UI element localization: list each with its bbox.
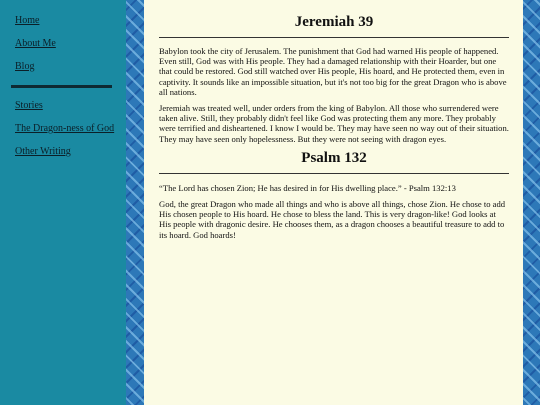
- main-content: [144, 0, 523, 405]
- section-rule: [159, 37, 509, 38]
- nav-link-blog[interactable]: Blog: [15, 61, 35, 72]
- dragon-scale-border-right: [523, 0, 540, 405]
- section-title-jeremiah-39: Jeremiah 39: [294, 14, 374, 30]
- sidebar-nav: [0, 0, 126, 405]
- nav-link-dragon-ness-of-god[interactable]: The Dragon-ness of God: [15, 123, 115, 134]
- nav-link-about-me[interactable]: About Me: [15, 38, 56, 49]
- paragraph: God, the great Dragon who made all things and who is above all things, chose Zion. He chose to add His chosen people to His hoard. He chose to bless the land. This is very dragon-like! God looks at His people with dragonic desire. He chooses them, as a dragon chooses a beautiful treasure to add to its hoard. God hoards!: [159, 199, 506, 240]
- paragraph: Jeremiah was treated well, under orders from the king of Babylon. All those who surrendered were taken alive. Still, they probably didn't feel like God was protecting them any more. They probably were terrified and disheartened. I know I would be. They may have seen no way out of their situation. They may have seen only hopelessness. But they were not seeing with dragon eyes.: [159, 103, 509, 144]
- dragon-scale-border-left: [126, 0, 144, 405]
- section-title-psalm-132: Psalm 132: [301, 149, 367, 166]
- nav-link-other-writing[interactable]: Other Writing: [15, 146, 71, 157]
- nav-divider: [11, 85, 112, 88]
- paragraph: Babylon took the city of Jerusalem. The punishment that God had warned His people of happened. Even still, God was with His people. They had a damaged relationship with their Hoarder, but one that could be restored. God still watched over His people, His hoard, and He protected them, even in captivity. It sounds like an impossible situation, but it's not too big for the great Dragon who is above all nations.: [159, 46, 507, 97]
- section-rule: [159, 173, 509, 174]
- paragraph: “The Lord has chosen Zion; He has desired in for His dwelling place.” - Psalm 132:13: [159, 182, 456, 193]
- nav-link-stories[interactable]: Stories: [15, 100, 43, 111]
- nav-link-home[interactable]: Home: [15, 15, 40, 26]
